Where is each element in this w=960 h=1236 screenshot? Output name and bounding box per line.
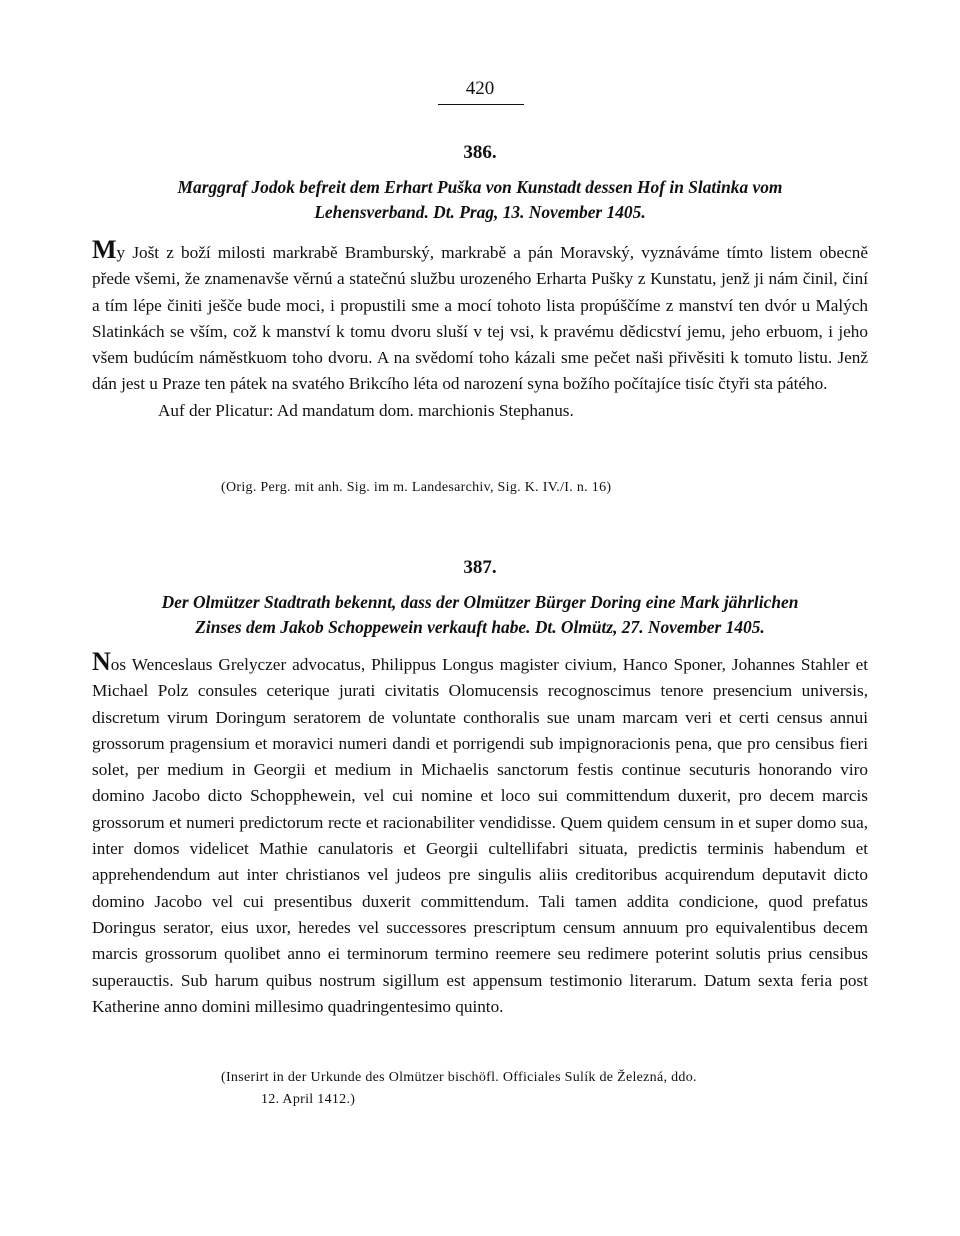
regest-387-line-1: Der Olmützer Stadtrath bekennt, dass der Olmützer Bürger Doring eine Mark jährlichen: [161, 592, 799, 612]
drop-initial-386: M: [92, 235, 117, 264]
paragraph-386-text: y Jošt z boží milosti markrabě Bramburský, markrabě a pán Moravský, vyznáváme tímto listem obecně přede všemi, že znamenavše věrnú a statečnú službu urozeného Erharta Pušky z Kunstatu, jenž ji nám činil, činí a tím lépe činiti ješče bude moci, i propustili sme a mocí tohoto lista propúščíme z manství ten dvór u Malých Slatinkách se vším, což k manství k tomu dvoru sluší v tej vsi, k pravému dědicství jemu, jeho erbuom, i jeho všem budúcím náměstkuom toho dvoru. A na svědomí toho kázali sme pečet naši přivěsiti k tomuto listu. Jenž dán jest u Praze ten pátek na svatého Brikcího léta od narození syna božího počítajíce tisíc čtyři sta pátého.: [92, 243, 868, 394]
page-number-rule: [438, 104, 524, 105]
regest-386: [90, 175, 870, 225]
drop-initial-387: N: [92, 647, 111, 676]
page-number: 420: [465, 78, 495, 99]
document-number-387: 387.: [463, 557, 497, 578]
source-note-387: [221, 1067, 869, 1111]
document-text-387: [92, 647, 868, 1020]
regest-387-line-2: Zinses dem Jakob Schoppewein verkauft habe. Dt. Olmütz, 27. November 1405.: [195, 617, 765, 637]
document-number-386: 386.: [463, 142, 497, 163]
paragraph-387: [92, 647, 868, 1020]
source-note-386: (Orig. Perg. mit anh. Sig. im m. Landesarchiv, Sig. K. IV./I. n. 16): [221, 480, 612, 495]
plicatur-note: Auf der Plicatur: Ad mandatum dom. marchionis Stephanus.: [158, 400, 574, 420]
paragraph-387-text: os Wenceslaus Grelyczer advocatus, Philippus Longus magister civium, Hanco Sponer, Johannes Stahler et Michael Polz consules ceterique jurati civitatis Olomucensis recognoscimus tenore presencium universis, discretum virum Doringum seratorem de voluntate conthoralis sue unam marcam veri et certi census annui grossorum pragensium et moravici numeri dandi et porrigendi sub impignoracionis pena, que pro censibus fieri solet, per medium in Georgii et medium in Michaelis sanctorum festis continue secuturis honorando viro domino Jacobo dicto Schopphewein, vel cui nomine et loco sui committendum duxerit, pro decem marcis grossorum et numeri predictorum recte et racionabiliter vendidisse. Quem quidem censum in et super domo sua, inter domos videlicet Mathie canulatoris et Georgii cultellifabri situata, predictis terminis habendum et apprehendendum aut inter christianos vel judeos pre singulis aliis creditoribus acquirendum deputavit dicto domino Jacobo vel cui presentibus duxerit committendum. Tali tamen addita condicione, quod prefatus Doringus serator, eius uxor, heredes vel successores prescriptum censum annuum pro equivalentibus decem marcis grossorum quolibet anno ei terminorum termino reemere seu redimere poterint solutis prius censibus superauctis. Sub harum quibus nostrum sigillum est appensum testimonio literarum. Datum sexta feria post Katherine anno domini millesimo quadringentesimo quinto.: [92, 655, 868, 1016]
source-note-387-line-2: 12. April 1412.): [261, 1092, 356, 1107]
paragraph-386: [92, 235, 868, 398]
regest-387: [90, 590, 870, 640]
regest-386-line-2: Lehensverband. Dt. Prag, 13. November 1405.: [314, 202, 646, 222]
source-note-387-line-1: (Inserirt in der Urkunde des Olmützer bischöfl. Officiales Sulík de Železná, ddo.: [221, 1070, 697, 1085]
document-text-386: [92, 235, 868, 424]
regest-386-line-1: Marggraf Jodok befreit dem Erhart Puška von Kunstadt dessen Hof in Slatinka vom: [177, 177, 783, 197]
